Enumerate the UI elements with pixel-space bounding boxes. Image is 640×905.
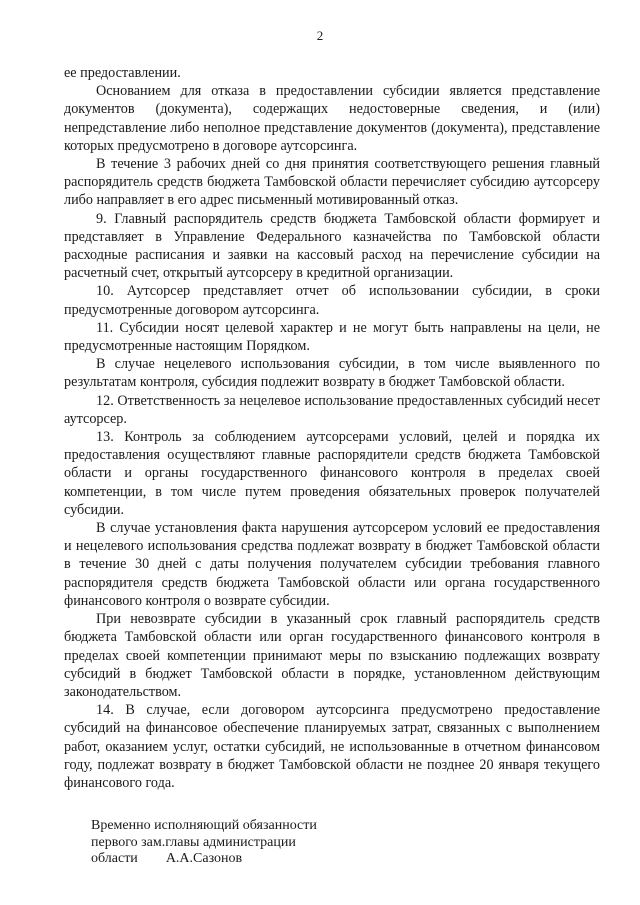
paragraph-non-return: При невозврате субсидии в указанный срок главный распорядитель средств бюджета Тамбовской области или орган государственного финансового контроля в пределах своей компетенции принимают меры по взысканию подлежащих возврату субсидий в бюджет Тамбовской области в порядке, установленном действующим законодательством.	[64, 611, 600, 700]
paragraph-violation-return: В случае установления факта нарушения аутсорсером условий ее предоставления и нецелевого использования средства подлежат возврату в бюджет Тамбовской области в течение 30 дней с даты получения получателем субсидии требования главного распорядителя средств бюджета Тамбовской области или органа государственного финансового контроля о возврате субсидии.	[64, 520, 600, 609]
paragraph-transfer-term: В течение 3 рабочих дней со дня принятия соответствующего решения главный распорядитель средств бюджета Тамбовской области перечисляет субсидию аутсорсеру либо направляет в его адрес письменный мотивированный отказ.	[64, 156, 600, 209]
paragraph-item-13: 13. Контроль за соблюдением аутсорсерами условий, целей и порядка их предоставления осуществляют главные распорядители средств бюджета Тамбовской области и органы государственного финансового контроля в пределах своей компетенции, в том числе путем проведения обязательных проверок получателей субсидии.	[64, 429, 600, 518]
paragraph-misuse-return: В случае нецелевого использования субсидии, в том числе выявленного по результатам контроля, субсидия подлежит возврату в бюджет Тамбовской области.	[64, 356, 600, 391]
paragraph-item-10: 10. Аутсорсер представляет отчет об использовании субсидии, в сроки предусмотренные договором аутсорсинга.	[64, 283, 600, 318]
signature-title-line-2: первого зам.главы администрации	[91, 834, 296, 850]
document-body	[64, 64, 600, 792]
signature-title-line-3	[91, 851, 317, 868]
signature-block	[91, 818, 317, 868]
page-number: 2	[316, 28, 324, 43]
paragraph-item-14: 14. В случае, если договором аутсорсинга предусмотрено предоставление субсидий на финансовое обеспечение планируемых затрат, связанных с выполнением работ, оказанием услуг, остатки субсидий, не использованные в отчетном финансовом году, подлежат возврату в бюджет Тамбовской области не позднее 20 января текущего финансового года.	[64, 702, 600, 791]
signatory-name: А.А.Сазонов	[165, 851, 243, 866]
paragraph-continuation: ее предоставлении.	[64, 65, 181, 81]
signature-title-line-1: Временно исполняющий обязанности	[91, 818, 317, 833]
paragraph-refusal-grounds: Основанием для отказа в предоставлении субсидии является представление документов (документа), содержащих недостоверные сведения, и (или) непредставление либо неполное представление документов (документа), представление которых предусмотрено в договоре аутсорсинга.	[64, 83, 600, 154]
paragraph-item-11: 11. Субсидии носят целевой характер и не могут быть направлены на цели, не предусмотренные настоящим Порядком.	[64, 319, 600, 355]
paragraph-item-9: 9. Главный распорядитель средств бюджета Тамбовской области формирует и представляет в Управление Федерального казначейства по Тамбовской области расходные расписания и заявки на кассовый расход на перечисление субсидии на расчетный счет, открытый аутсорсеру в кредитной организации.	[64, 210, 600, 282]
signature-region: области	[91, 851, 138, 866]
paragraph-item-12: 12. Ответственность за нецелевое использование предоставленных субсидий несет аутсорсер.	[64, 392, 600, 427]
